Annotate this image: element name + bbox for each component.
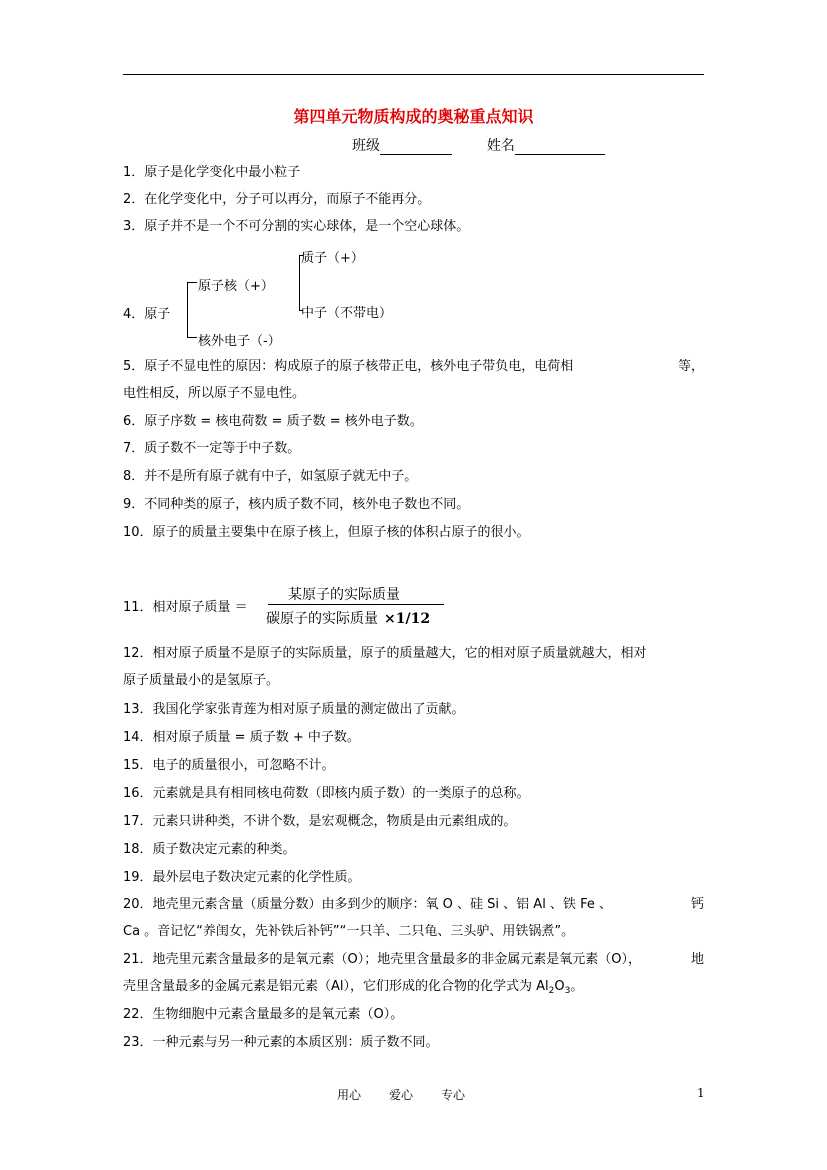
diagram-proton: 质子（+） <box>301 251 364 266</box>
formula-label: 11．相对原子质量 ＝ <box>123 600 248 615</box>
item-3: 3．原子并不是一个不可分割的实心球体，是一个空心球体。 <box>123 219 470 234</box>
diagram-atom-label: 4．原子 <box>123 307 171 322</box>
class-field[interactable] <box>380 140 452 155</box>
formula-numerator: 某原子的实际质量 <box>288 587 400 603</box>
brace-left-top <box>187 282 197 283</box>
item-8: 8．并不是所有原子就有中子，如氢原子就无中子。 <box>123 469 418 484</box>
fraction-bar <box>268 604 444 605</box>
diagram-neutron: 中子（不带电） <box>301 306 393 321</box>
item-2: 2．在化学变化中，分子可以再分，而原子不能再分。 <box>123 192 431 207</box>
item-6: 6．原子序数 = 核电荷数 = 质子数 = 核外电子数。 <box>123 414 423 429</box>
diagram-nucleus: 原子核（+） <box>198 279 274 294</box>
item-14: 14．相对原子质量 = 质子数 + 中子数。 <box>123 730 360 745</box>
footer-motto: 用心 爱心 专心 <box>337 1088 466 1102</box>
page-number: 1 <box>697 1086 705 1100</box>
page-title: 第四单元物质构成的奥秘重点知识 <box>293 107 534 126</box>
item-19: 19．最外层电子数决定元素的化学性质。 <box>123 870 361 885</box>
item-22: 22．生物细胞中元素含量最多的是氧元素（O）。 <box>123 1007 404 1022</box>
item-12-line-2: 原子质量最小的是氢原子。 <box>123 673 280 688</box>
item-15: 15．电子的质量很小，可忽略不计。 <box>123 758 335 773</box>
class-label: 班级 <box>352 138 380 154</box>
name-field[interactable] <box>515 140 605 155</box>
diagram-electrons: 核外电子（-） <box>198 334 281 349</box>
item-16: 16．元素就是具有相同核电荷数（即核内质子数）的一类原子的总称。 <box>123 786 530 801</box>
item-20-line-2: Ca 。音记忆“养闺女，先补铁后补钙”“一只羊、二只龟、三头驴、用铁锅煮”。 <box>123 924 575 939</box>
atom-structure-diagram <box>123 244 523 354</box>
name-label: 姓名 <box>486 138 515 154</box>
item-23: 23．一种元素与另一种元素的本质区别：质子数不同。 <box>123 1035 439 1050</box>
item-5-line-2: 电性相反，所以原子不显电性。 <box>123 386 306 401</box>
item-18: 18．质子数决定元素的种类。 <box>123 842 296 857</box>
brace-left-bottom <box>187 337 197 338</box>
student-info-line <box>352 135 605 155</box>
header-rule <box>123 74 704 75</box>
item-9: 9．不同种类的原子，核内质子数不同，核外电子数也不同。 <box>123 497 470 512</box>
item-17: 17．元素只讲种类，不讲个数，是宏观概念，物质是由元素组成的。 <box>123 814 517 829</box>
item-21-line-2: 壳里含量最多的金属元素是铝元素（Al），它们形成的化合物的化学式为 $Al_2O_3$。 <box>123 979 584 996</box>
formula-denominator: 碳原子的实际质量 ×1/12 <box>266 611 431 627</box>
item-13: 13．我国化学家张青莲为相对原子质量的测定做出了贡献。 <box>123 702 465 717</box>
brace-left-vertical <box>187 282 188 338</box>
brace-right-vertical <box>299 255 300 311</box>
item-7: 7．质子数不一定等于中子数。 <box>123 441 301 456</box>
item-1: 1．原子是化学变化中最小粒子 <box>123 165 301 180</box>
item-10: 10．原子的质量主要集中在原子核上，但原子核的体积占原子的很小。 <box>123 525 530 540</box>
formula-factor: ×1/12 <box>384 611 431 627</box>
